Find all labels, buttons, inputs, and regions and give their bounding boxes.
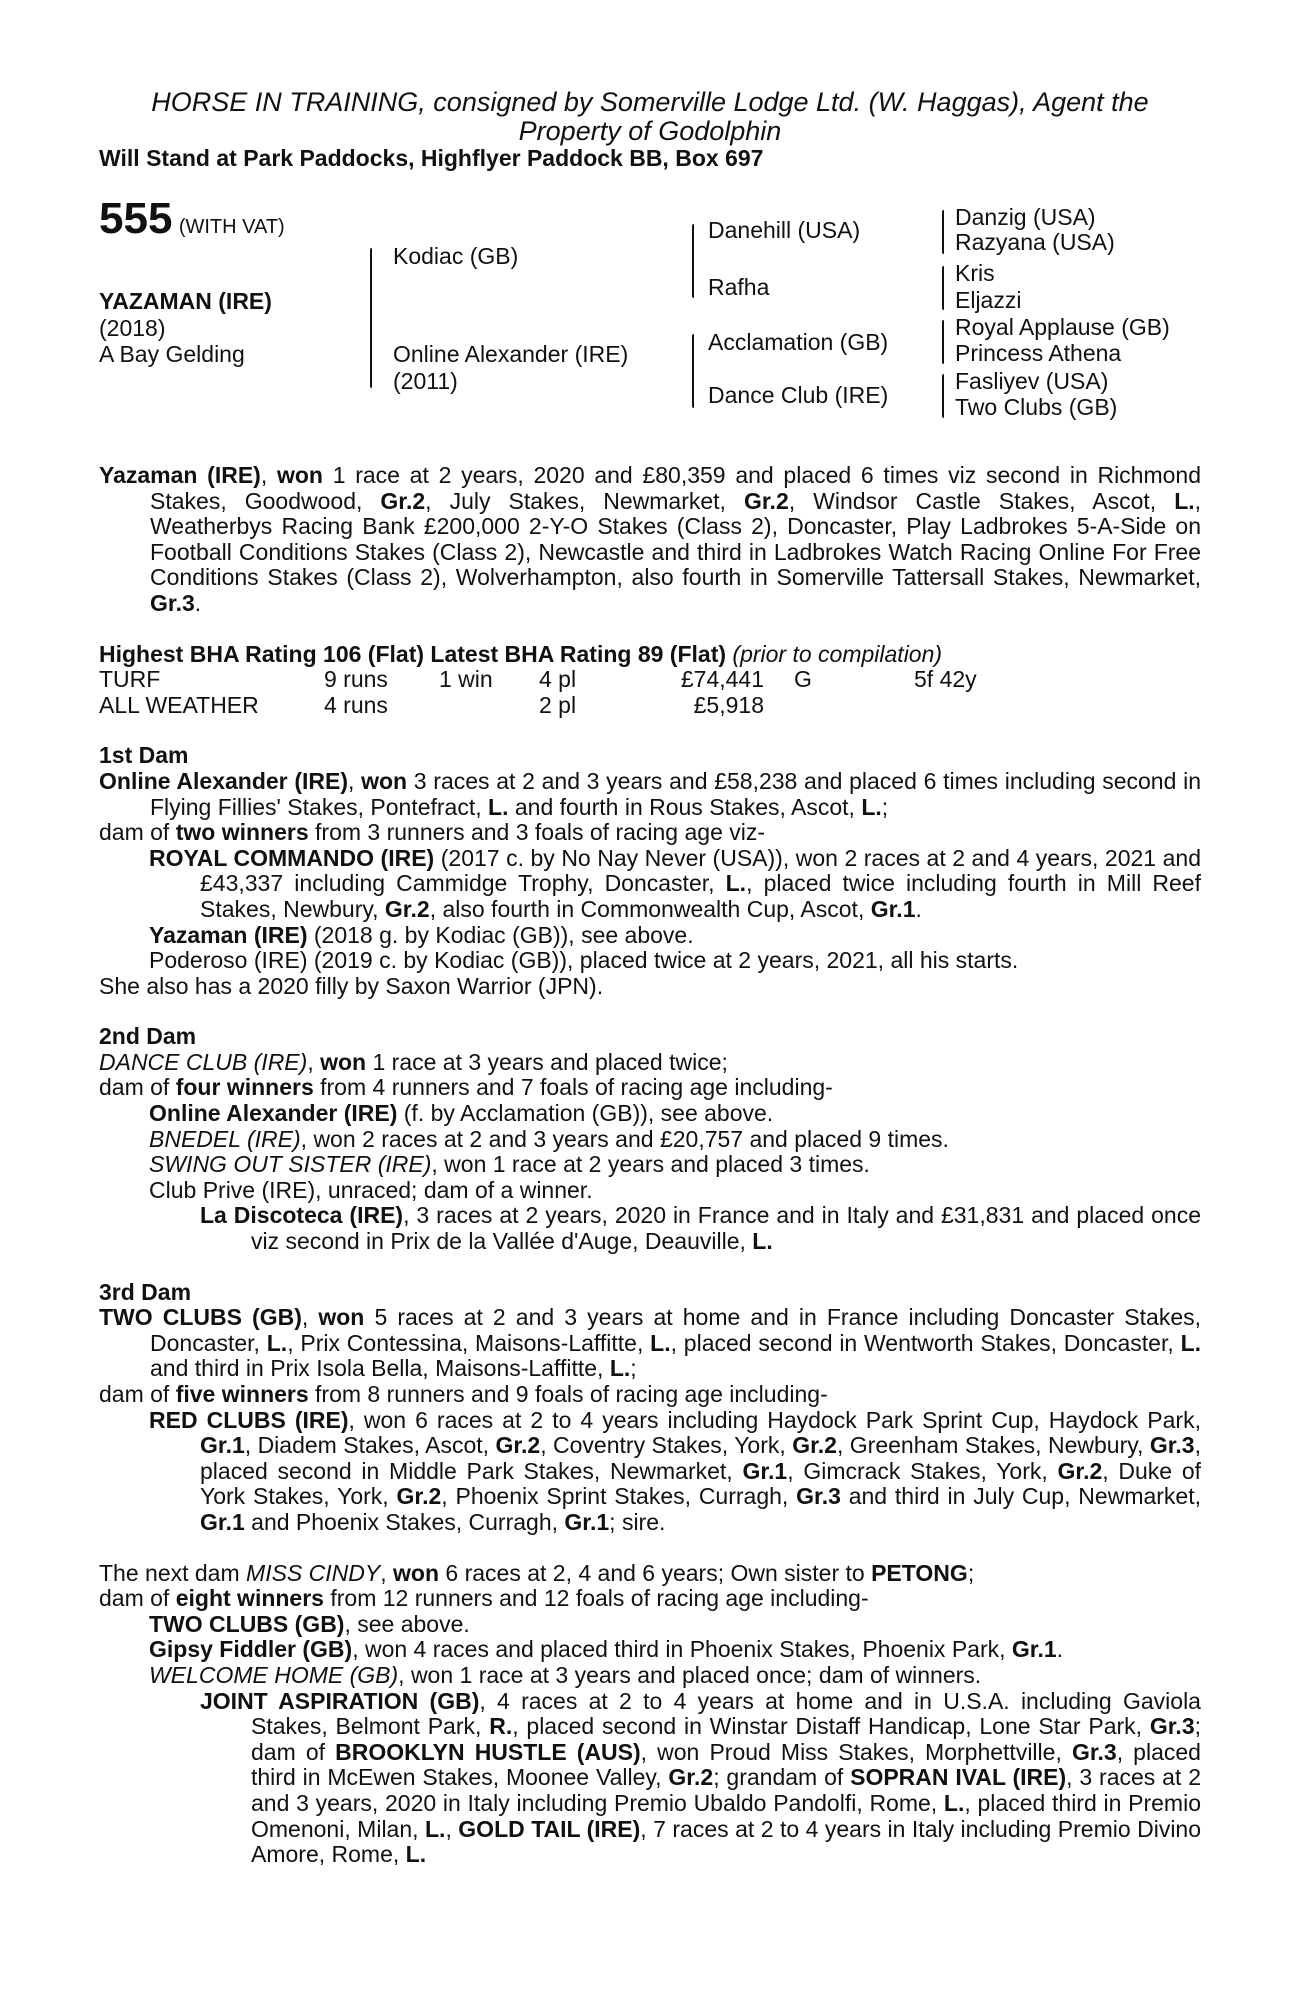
text: , Greenham Stakes, Newbury, [836,1432,1150,1459]
bold-text: eight winners [175,1585,324,1612]
bold-text: Gr.2 [384,895,430,922]
text: , July Stakes, Newmarket, [425,487,744,514]
bold-text: PETONG [871,1559,968,1586]
vat-note: (WITH VAT) [178,216,285,238]
bold-text: TWO CLUBS (GB) [99,1304,302,1331]
bold-text: Gr.1 [870,895,916,922]
text: , placed twice including fourth in Mill Reef Stakes, Newbury, [200,870,1201,922]
pedigree-paragraph [99,1152,1201,1178]
race-stats-table [99,667,1014,718]
pedigree-paragraph [99,846,1201,923]
pedigree-paragraph [99,1689,1201,1868]
pedigree-paragraph [99,1382,1201,1408]
italic-text: MISS CINDY [246,1559,381,1586]
lot-number-line [99,194,285,243]
bold-text: L. [943,1789,965,1816]
pedigree-paragraph [99,1075,1201,1101]
pedigree-paragraph [99,1663,1201,1689]
catalogue-title: HORSE IN TRAINING, consigned by Somerville Lodge Ltd. (W. Haggas), Agent the Property of Godolphin [151,87,1149,146]
text: (2018 g. by Kodiac (GB)), see above. [307,921,694,948]
bold-text: Yazaman (IRE) [99,462,261,488]
bold-text: L. [609,1355,631,1382]
text: dam of [99,819,176,846]
sire-sire: Danehill (USA) [708,217,861,243]
text: , won 6 races at 2 to 4 years including Haydock Park Sprint Cup, Haydock Park, [348,1406,1201,1433]
bold-text: ROYAL COMMANDO (IRE) [149,844,435,871]
stand-location: Will Stand at Park Paddocks, Highflyer Paddock BB, Box 697 [99,145,764,171]
pedigree-paragraph [99,948,1201,974]
bold-text: GOLD TAIL (IRE) [458,1815,641,1842]
stats-cell: ALL WEATHER [99,691,259,718]
bold-text: Gr.2 [668,1764,714,1791]
bracket [942,266,944,310]
sds: Kris [955,260,995,286]
text: She also has a 2020 filly by Saxon Warrior (JPN). [99,972,604,999]
pedigree-paragraph [99,923,1201,949]
bold-text: Gr.1 [200,1508,245,1535]
bold-text: Gr.1 [200,1432,245,1459]
text: , won 1 race at 2 years and placed 3 times. [431,1151,870,1178]
text: , placed second in Winstar Distaff Handicap, Lone Star Park, [512,1713,1150,1740]
text: Poderoso (IRE) (2019 c. by Kodiac (GB)), placed twice at 2 years, 2021, all his starts. [149,947,1019,974]
stats-cell: 2 pl [539,691,577,718]
text: , placed third in Premio Omenoni, Milan, [251,1789,1201,1842]
text: , Prix Contessina, Maisons-Laffitte, [287,1329,651,1356]
bold-text: L. [650,1329,671,1356]
text: from 12 runners and 12 foals of racing age including- [323,1585,869,1612]
bold-text: TWO CLUBS (GB) [149,1610,345,1637]
italic-text: BNEDEL (IRE) [149,1125,301,1152]
stats-row [99,693,1014,719]
pedigree-paragraph [99,1127,1201,1153]
bold-text: won [318,1304,365,1331]
horse-name: YAZAMAN (IRE) [99,288,272,314]
text: . [915,895,922,922]
text: , placed second in Middle Park Stakes, Newmarket, [200,1432,1201,1484]
pedigree-paragraph [99,1612,1201,1638]
bold-text: won [276,462,323,488]
stats-cell [439,693,539,719]
bold-text: five winners [175,1381,309,1407]
bold-text: L. [488,793,509,820]
stats-cell: 9 runs [324,666,388,693]
dam-sections [99,743,1201,1867]
stats-cell [914,693,1014,719]
text: dam of [99,1074,176,1101]
text: dam of [99,1381,176,1407]
stats-cell: £74,441 [680,666,764,693]
text: , placed second in Wentworth Stakes, Doncaster, [670,1329,1181,1356]
catalogue-body [99,463,1201,1868]
text: from 3 runners and 3 foals of racing age viz- [308,819,766,846]
text: from 4 runners and 7 foals of racing age including- [313,1074,833,1101]
sdd: Eljazzi [955,287,1022,313]
text: ; [881,793,889,820]
pedigree-paragraph [99,769,1201,820]
pedigree-paragraph [99,463,1201,617]
text: , won 4 races and placed third in Phoenix Stakes, Phoenix Park, [352,1636,1012,1663]
dam-year: (2011) [393,368,458,394]
bold-text: won [320,1048,367,1075]
bold-text: L. [861,793,882,820]
bold-text: Gr.3 [1071,1738,1117,1765]
stats-cell [764,693,914,719]
bold-text: Gr.2 [792,1432,837,1459]
text: , placed third in McEwen Stakes, Moonee Valley, [251,1738,1201,1791]
text: (2017 c. by No Nay Never (USA)), won 2 races at 2 and 4 years, 2021 and £43,337 including Cammidge Trophy, Doncaster, [200,844,1201,897]
bold-text: L. [752,1228,773,1255]
bold-text: Gr.3 [796,1483,841,1510]
dam-section [99,1024,1201,1254]
text: , [301,1304,319,1331]
bold-text: Gr.2 [743,487,789,514]
dsd: Princess Athena [955,340,1122,366]
bold-text: Gr.3 [150,589,195,616]
section-heading: 1st Dam [99,742,189,769]
lot-number: 555 [99,194,173,243]
text: ; grandam of [713,1764,851,1791]
bold-text: L. [424,1815,446,1842]
rating-line [99,642,1201,668]
text: , also fourth in Commonwealth Cup, Ascot, [429,895,871,922]
stats-row [99,667,1014,693]
bracket [692,334,694,408]
text: , [380,1559,393,1586]
section-heading: 3rd Dam [99,1278,192,1305]
bold-text: La Discoteca (IRE) [200,1202,404,1229]
bracket [942,320,944,364]
text: , 3 races at 2 years, 2020 in France and in Italy and £31,831 and placed once viz second in Prix de la Vallée d'Auge, Deauville, [251,1202,1201,1255]
bold-text: won [361,767,408,794]
italic-text: WELCOME HOME (GB) [149,1661,399,1688]
bold-text: won [393,1559,439,1586]
text: ; dam of [251,1713,1202,1765]
bold-text: JOINT ASPIRATION (GB) [200,1687,480,1714]
bold-text: BROOKLYN HUSTLE (AUS) [335,1738,641,1765]
dam: Online Alexander (IRE) [393,341,629,367]
pedigree-paragraph [99,1408,1201,1536]
text: ; [630,1355,637,1382]
pedigree-paragraph [99,1586,1201,1612]
sire: Kodiac (GB) [393,243,519,269]
stats-cell: 4 runs [324,691,388,718]
bold-text: two winners [175,819,309,846]
stats-cell: 4 pl [539,666,577,693]
bold-text: Gr.3 [1149,1713,1195,1740]
text: . [1056,1636,1064,1663]
pedigree-paragraph [99,1203,1201,1254]
sire-dam: Rafha [708,274,770,300]
section-heading: 2nd Dam [99,1023,197,1050]
text: , 4 races at 2 to 4 years at home and in U.S.A. including Gaviola Stakes, Belmont Park, [251,1687,1201,1740]
stats-cell: £5,918 [693,691,764,718]
text: , 7 races at 2 to 4 years in Italy including Premio Divino Amore, Rome, [251,1815,1202,1868]
text: , Coventry Stakes, York, [540,1432,793,1459]
bold-text: Gr.2 [380,487,426,514]
text: 5 races at 2 and 3 years at home and in France including Doncaster Stakes, Doncaster, [150,1304,1201,1356]
text: , won 2 races at 2 and 3 years and £20,757 and placed 9 times. [300,1125,949,1152]
text: ; sire. [609,1508,666,1535]
text: . [194,589,202,616]
text: and Phoenix Stakes, Curragh, [244,1508,565,1535]
bold-text: L. [405,1841,427,1868]
italic-text: SWING OUT SISTER (IRE) [149,1151,432,1178]
stats-cell: TURF [99,666,161,693]
text: , won 1 race at 3 years and placed once; dam of winners. [398,1661,982,1688]
pedigree-paragraph [99,820,1201,846]
bold-text: L. [725,870,747,897]
text: from 8 runners and 9 foals of racing age including- [308,1381,828,1407]
dam-dam: Dance Club (IRE) [708,382,889,408]
pedigree-paragraph [99,1561,1201,1587]
stats-cell: G [794,666,812,693]
text: , Duke of York Stakes, York, [200,1457,1201,1510]
bold-text: Gr.1 [1011,1636,1057,1663]
bold-text: Online Alexander (IRE) [149,1100,398,1127]
bold-text: Gr.1 [564,1508,610,1535]
bold-text: Yazaman (IRE) [149,921,308,948]
dam-section [99,1561,1201,1868]
bold-text: Gipsy Fiddler (GB) [149,1636,353,1663]
text: 1 race at 2 years, 2020 and £80,359 and placed 6 times viz second in Richmond Stakes, Goodwood, [150,462,1202,514]
bold-text: four winners [175,1074,314,1101]
text: and fourth in Rous Stakes, Ascot, [508,793,862,820]
dam-sire: Acclamation (GB) [708,329,889,355]
pedigree-paragraph [99,1637,1201,1663]
text: 1 race at 3 years and placed twice; [366,1048,728,1075]
text: (f. by Acclamation (GB)), see above. [397,1100,774,1127]
ddd: Two Clubs (GB) [955,394,1118,420]
bold-text: Gr.2 [396,1483,442,1510]
bracket [942,374,944,418]
bold-text: SOPRAN IVAL (IRE) [850,1764,1067,1791]
text: , Windsor Castle Stakes, Ascot, [788,487,1175,514]
text: , [445,1815,459,1842]
text: dam of [99,1585,176,1612]
stats-cell: 1 win [439,666,493,693]
bold-text: R. [489,1713,513,1740]
foal-year: (2018) [99,315,166,341]
text: 6 races at 2, 4 and 6 years; Own sister to [439,1559,872,1586]
pedigree-paragraph [99,1101,1201,1127]
bracket [942,210,944,254]
race-record [99,463,1201,617]
bracket [370,248,372,388]
text: ; [967,1559,975,1586]
text: , see above. [344,1610,470,1637]
bold-text: Gr.2 [1057,1457,1103,1484]
text: , Phoenix Sprint Stakes, Curragh, [441,1483,797,1510]
stats-cell: 5f 42y [914,666,977,693]
bha-rating: Highest BHA Rating 106 (Flat) Latest BHA Rating 89 (Flat) [99,640,727,667]
bold-text: Gr.3 [1149,1432,1195,1459]
pedigree-paragraph [99,1305,1201,1382]
text: The next dam [99,1559,247,1586]
dam-section [99,1280,1201,1536]
bold-text: L. [1174,487,1195,514]
bold-text: Online Alexander (IRE) [99,767,348,794]
pedigree-paragraph [99,1178,1201,1204]
italic-text: DANCE CLUB (IRE) [99,1048,308,1075]
dss: Royal Applause (GB) [955,314,1170,340]
bold-text: RED CLUBS (IRE) [149,1406,349,1433]
bold-text: L. [1180,1329,1202,1356]
text: and third in Prix Isola Bella, Maisons-Laffitte, [150,1355,610,1382]
rating-note: (prior to compilation) [732,640,943,667]
bold-text: Gr.1 [742,1457,788,1484]
horse-description: A Bay Gelding [99,341,245,367]
dds: Fasliyev (USA) [955,368,1109,394]
text: and third in July Cup, Newmarket, [840,1483,1202,1510]
bold-text: L. [266,1329,288,1356]
sss: Danzig (USA) [955,204,1096,230]
text: , Diadem Stakes, Ascot, [244,1432,496,1459]
bracket [692,224,694,298]
pedigree-paragraph [99,1050,1201,1076]
text: , Weatherbys Racing Bank £200,000 2-Y-O Stakes (Class 2), Doncaster, Play Ladbrokes 5-A-Side on Football Conditions Stakes (Class 2), Newcastle and third in Ladbrokes Watch Racing Online For Free Conditions Stakes (Class 2), Wolverhampton, also fourth in Somerville Tattersall Stakes, Newmarket, [150,487,1202,591]
text: Club Prive (IRE), unraced; dam of a winner. [149,1176,593,1203]
bold-text: Gr.2 [495,1432,541,1459]
text: 3 races at 2 and 3 years and £58,238 and placed 6 times including second in Flying Fillies' Stakes, Pontefract, [150,767,1201,820]
dam-section [99,743,1201,999]
text: , [260,462,277,488]
text: , 3 races at 2 and 3 years, 2020 in Italy including Premio Ubaldo Pandolfi, Rome, [251,1764,1201,1816]
text: , won Proud Miss Stakes, Morphettville, [640,1738,1072,1765]
text: , [307,1048,321,1075]
text: , Gimcrack Stakes, York, [787,1457,1058,1484]
ssd: Razyana (USA) [955,229,1115,255]
text: , [348,767,362,794]
pedigree-paragraph [99,974,1201,1000]
